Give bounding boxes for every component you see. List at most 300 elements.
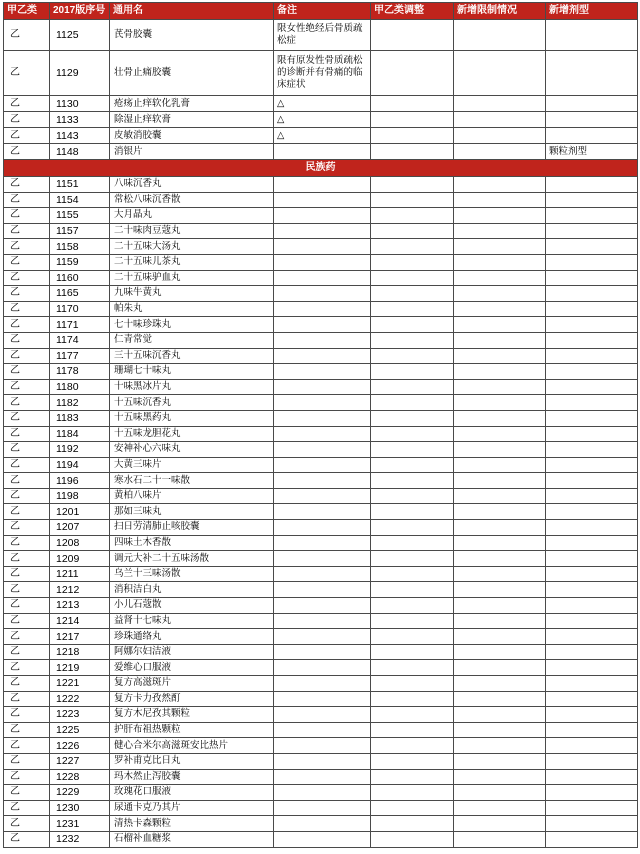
new-dosage-form-cell <box>546 379 638 395</box>
new-restriction-cell <box>454 239 546 255</box>
category-adjustment-cell <box>371 816 454 832</box>
new-restriction-cell <box>454 144 546 160</box>
new-restriction-cell <box>454 442 546 458</box>
table-row <box>4 488 638 504</box>
new-dosage-form-cell <box>546 317 638 333</box>
remarks-cell <box>274 254 371 270</box>
new-dosage-form-cell <box>546 208 638 224</box>
remarks-cell <box>274 239 371 255</box>
category-adjustment-cell <box>371 395 454 411</box>
new-dosage-form-cell <box>546 20 638 51</box>
category-cell: 乙 <box>4 254 50 270</box>
category-cell: 乙 <box>4 20 50 51</box>
generic-name-cell: 帕朱丸 <box>110 301 274 317</box>
new-restriction-cell <box>454 286 546 302</box>
generic-name-cell: 玛木然止泻胶囊 <box>110 769 274 785</box>
category-cell: 乙 <box>4 301 50 317</box>
new-dosage-form-cell <box>546 816 638 832</box>
remarks-cell <box>274 379 371 395</box>
serial-cell: 1192 <box>50 442 110 458</box>
serial-cell: 1201 <box>50 504 110 520</box>
new-dosage-form-cell <box>546 676 638 692</box>
serial-cell: 1178 <box>50 364 110 380</box>
category-adjustment-cell <box>371 691 454 707</box>
category-cell: 乙 <box>4 800 50 816</box>
serial-cell: 1184 <box>50 426 110 442</box>
category-cell: 乙 <box>4 660 50 676</box>
header-generic-name: 通用名 <box>110 3 274 20</box>
new-restriction-cell <box>454 112 546 128</box>
category-adjustment-cell <box>371 613 454 629</box>
serial-cell: 1157 <box>50 223 110 239</box>
table-row <box>4 473 638 489</box>
category-cell: 乙 <box>4 613 50 629</box>
generic-name-cell: 常松八味沉香散 <box>110 192 274 208</box>
category-cell: 乙 <box>4 676 50 692</box>
generic-name-cell: 仁青常觉 <box>110 332 274 348</box>
category-adjustment-cell <box>371 520 454 536</box>
serial-cell: 1174 <box>50 332 110 348</box>
new-dosage-form-cell <box>546 332 638 348</box>
header-new-restriction: 新增限制情况 <box>454 3 546 20</box>
new-dosage-form-cell <box>546 535 638 551</box>
serial-cell: 1171 <box>50 317 110 333</box>
table-row <box>4 332 638 348</box>
category-adjustment-cell <box>371 598 454 614</box>
new-restriction-cell <box>454 457 546 473</box>
category-cell: 乙 <box>4 566 50 582</box>
category-adjustment-cell <box>371 566 454 582</box>
new-restriction-cell <box>454 816 546 832</box>
new-restriction-cell <box>454 426 546 442</box>
category-cell: 乙 <box>4 96 50 112</box>
category-adjustment-cell <box>371 535 454 551</box>
new-restriction-cell <box>454 332 546 348</box>
new-restriction-cell <box>454 96 546 112</box>
new-restriction-cell <box>454 551 546 567</box>
generic-name-cell: 扫日劳清肺止咳胶囊 <box>110 520 274 536</box>
table-row <box>4 144 638 160</box>
table-row <box>4 535 638 551</box>
category-cell: 乙 <box>4 535 50 551</box>
category-adjustment-cell <box>371 364 454 380</box>
table-row <box>4 800 638 816</box>
new-dosage-form-cell <box>546 457 638 473</box>
category-adjustment-cell <box>371 722 454 738</box>
category-cell: 乙 <box>4 722 50 738</box>
serial-cell: 1221 <box>50 676 110 692</box>
remarks-cell <box>274 332 371 348</box>
remarks-cell: △ <box>274 128 371 144</box>
new-dosage-form-cell <box>546 660 638 676</box>
remarks-cell <box>274 395 371 411</box>
category-cell: 乙 <box>4 128 50 144</box>
remarks-cell <box>274 598 371 614</box>
ethnic-rows <box>4 177 638 848</box>
category-cell: 乙 <box>4 551 50 567</box>
table-row <box>4 442 638 458</box>
table-row <box>4 301 638 317</box>
generic-name-cell: 尿通卡克乃其片 <box>110 800 274 816</box>
new-dosage-form-cell <box>546 51 638 96</box>
category-adjustment-cell <box>371 769 454 785</box>
new-dosage-form-cell <box>546 348 638 364</box>
serial-cell: 1213 <box>50 598 110 614</box>
new-restriction-cell <box>454 644 546 660</box>
remarks-cell <box>274 442 371 458</box>
table-row <box>4 566 638 582</box>
new-restriction-cell <box>454 613 546 629</box>
category-cell: 乙 <box>4 816 50 832</box>
serial-cell: 1232 <box>50 831 110 847</box>
serial-cell: 1226 <box>50 738 110 754</box>
generic-name-cell: 八味沉香丸 <box>110 177 274 193</box>
section-divider <box>4 160 638 177</box>
serial-cell: 1143 <box>50 128 110 144</box>
serial-cell: 1154 <box>50 192 110 208</box>
category-adjustment-cell <box>371 223 454 239</box>
generic-name-cell: 小儿石蔻散 <box>110 598 274 614</box>
new-dosage-form-cell <box>546 722 638 738</box>
category-adjustment-cell <box>371 332 454 348</box>
table-row <box>4 644 638 660</box>
table-row <box>4 348 638 364</box>
new-restriction-cell <box>454 208 546 224</box>
category-adjustment-cell <box>371 738 454 754</box>
serial-cell: 1160 <box>50 270 110 286</box>
header-remarks: 备注 <box>274 3 371 20</box>
generic-name-cell: 护肝布祖热颗粒 <box>110 722 274 738</box>
table-row <box>4 660 638 676</box>
category-adjustment-cell <box>371 785 454 801</box>
category-adjustment-cell <box>371 112 454 128</box>
generic-name-cell: 消银片 <box>110 144 274 160</box>
table-row <box>4 96 638 112</box>
table-row <box>4 676 638 692</box>
new-dosage-form-cell <box>546 551 638 567</box>
serial-cell: 1227 <box>50 753 110 769</box>
generic-name-cell: 芪骨胶囊 <box>110 20 274 51</box>
serial-cell: 1218 <box>50 644 110 660</box>
table-row <box>4 769 638 785</box>
serial-cell: 1155 <box>50 208 110 224</box>
category-cell: 乙 <box>4 239 50 255</box>
generic-name-cell: 九味牛黄丸 <box>110 286 274 302</box>
new-restriction-cell <box>454 769 546 785</box>
serial-cell: 1209 <box>50 551 110 567</box>
new-dosage-form-cell <box>546 504 638 520</box>
serial-cell: 1208 <box>50 535 110 551</box>
category-adjustment-cell <box>371 660 454 676</box>
category-adjustment-cell <box>371 800 454 816</box>
category-adjustment-cell <box>371 192 454 208</box>
category-adjustment-cell <box>371 457 454 473</box>
table-row <box>4 598 638 614</box>
category-cell: 乙 <box>4 348 50 364</box>
new-restriction-cell <box>454 317 546 333</box>
category-adjustment-cell <box>371 473 454 489</box>
new-dosage-form-cell <box>546 410 638 426</box>
category-cell: 乙 <box>4 270 50 286</box>
category-cell: 乙 <box>4 769 50 785</box>
new-dosage-form-cell <box>546 566 638 582</box>
header-new-dosage-form: 新增剂型 <box>546 3 638 20</box>
remarks-cell <box>274 317 371 333</box>
new-restriction-cell <box>454 20 546 51</box>
new-dosage-form-cell <box>546 520 638 536</box>
generic-name-cell: 十五味沉香丸 <box>110 395 274 411</box>
serial-cell: 1194 <box>50 457 110 473</box>
serial-cell: 1211 <box>50 566 110 582</box>
generic-name-cell: 那如三味丸 <box>110 504 274 520</box>
serial-cell: 1151 <box>50 177 110 193</box>
table-row <box>4 691 638 707</box>
new-restriction-cell <box>454 504 546 520</box>
remarks-cell <box>274 722 371 738</box>
generic-name-cell: 调元大补二十五味汤散 <box>110 551 274 567</box>
new-restriction-cell <box>454 473 546 489</box>
new-restriction-cell <box>454 51 546 96</box>
new-restriction-cell <box>454 177 546 193</box>
category-cell: 乙 <box>4 317 50 333</box>
category-adjustment-cell <box>371 707 454 723</box>
category-adjustment-cell <box>371 208 454 224</box>
remarks-cell <box>274 629 371 645</box>
new-dosage-form-cell <box>546 488 638 504</box>
new-restriction-cell <box>454 192 546 208</box>
new-restriction-cell <box>454 582 546 598</box>
table-row <box>4 20 638 51</box>
category-adjustment-cell <box>371 379 454 395</box>
generic-name-cell: 玫瑰花口服液 <box>110 785 274 801</box>
table-row <box>4 722 638 738</box>
new-restriction-cell <box>454 395 546 411</box>
generic-name-cell: 二十五味儿茶丸 <box>110 254 274 270</box>
category-adjustment-cell <box>371 426 454 442</box>
remarks-cell <box>274 223 371 239</box>
category-cell: 乙 <box>4 598 50 614</box>
new-dosage-form-cell <box>546 395 638 411</box>
table-row <box>4 317 638 333</box>
serial-cell: 1198 <box>50 488 110 504</box>
remarks-cell <box>274 800 371 816</box>
new-dosage-form-cell <box>546 831 638 847</box>
category-adjustment-cell <box>371 442 454 458</box>
remarks-cell <box>274 613 371 629</box>
category-adjustment-cell <box>371 551 454 567</box>
category-cell: 乙 <box>4 457 50 473</box>
category-cell: 乙 <box>4 51 50 96</box>
new-restriction-cell <box>454 301 546 317</box>
remarks-cell <box>274 270 371 286</box>
category-cell: 乙 <box>4 379 50 395</box>
generic-name-cell: 三十五味沉香丸 <box>110 348 274 364</box>
generic-name-cell: 清热卡森颗粒 <box>110 816 274 832</box>
category-cell: 乙 <box>4 332 50 348</box>
generic-name-cell: 复方木尼孜其颗粒 <box>110 707 274 723</box>
remarks-cell <box>274 208 371 224</box>
category-cell: 乙 <box>4 582 50 598</box>
top-rows <box>4 20 638 160</box>
category-adjustment-cell <box>371 286 454 302</box>
generic-name-cell: 大月晶丸 <box>110 208 274 224</box>
serial-cell: 1148 <box>50 144 110 160</box>
category-cell: 乙 <box>4 629 50 645</box>
table-row <box>4 582 638 598</box>
remarks-cell <box>274 566 371 582</box>
category-cell: 乙 <box>4 177 50 193</box>
generic-name-cell: 阿娜尔妇洁液 <box>110 644 274 660</box>
new-dosage-form-cell <box>546 270 638 286</box>
generic-name-cell: 乌兰十三味汤散 <box>110 566 274 582</box>
serial-cell: 1182 <box>50 395 110 411</box>
serial-cell: 1223 <box>50 707 110 723</box>
remarks-cell <box>274 301 371 317</box>
new-dosage-form-cell <box>546 613 638 629</box>
new-restriction-cell <box>454 520 546 536</box>
new-restriction-cell <box>454 488 546 504</box>
new-restriction-cell <box>454 364 546 380</box>
serial-cell: 1230 <box>50 800 110 816</box>
category-cell: 乙 <box>4 426 50 442</box>
generic-name-cell: 黄柏八味片 <box>110 488 274 504</box>
serial-cell: 1159 <box>50 254 110 270</box>
remarks-cell <box>274 785 371 801</box>
remarks-cell <box>274 426 371 442</box>
table-row <box>4 364 638 380</box>
generic-name-cell: 珊瑚七十味丸 <box>110 364 274 380</box>
table-row <box>4 51 638 96</box>
table-row <box>4 379 638 395</box>
remarks-cell <box>274 707 371 723</box>
remarks-cell <box>274 520 371 536</box>
generic-name-cell: 安神补心六味丸 <box>110 442 274 458</box>
table-row <box>4 270 638 286</box>
table-row <box>4 286 638 302</box>
generic-name-cell: 二十五味驴血丸 <box>110 270 274 286</box>
remarks-cell <box>274 144 371 160</box>
remarks-cell: 限女性绝经后骨质疏松症 <box>274 20 371 51</box>
remarks-cell: 限有原发性骨质疏松的诊断并有骨痛的临床症状 <box>274 51 371 96</box>
category-cell: 乙 <box>4 223 50 239</box>
table-row <box>4 239 638 255</box>
remarks-cell <box>274 769 371 785</box>
serial-cell: 1170 <box>50 301 110 317</box>
serial-cell: 1231 <box>50 816 110 832</box>
generic-name-cell: 疮疡止痒软化乳膏 <box>110 96 274 112</box>
new-dosage-form-cell <box>546 598 638 614</box>
new-dosage-form-cell <box>546 753 638 769</box>
new-dosage-form-cell <box>546 707 638 723</box>
category-adjustment-cell <box>371 629 454 645</box>
category-cell: 乙 <box>4 785 50 801</box>
new-dosage-form-cell <box>546 582 638 598</box>
new-dosage-form-cell <box>546 364 638 380</box>
category-adjustment-cell <box>371 270 454 286</box>
remarks-cell <box>274 753 371 769</box>
new-restriction-cell <box>454 254 546 270</box>
category-cell: 乙 <box>4 738 50 754</box>
serial-cell: 1165 <box>50 286 110 302</box>
table-row <box>4 192 638 208</box>
category-adjustment-cell <box>371 239 454 255</box>
remarks-cell <box>274 348 371 364</box>
table-row <box>4 223 638 239</box>
remarks-cell <box>274 410 371 426</box>
generic-name-cell: 十五味黑药丸 <box>110 410 274 426</box>
serial-cell: 1180 <box>50 379 110 395</box>
new-restriction-cell <box>454 270 546 286</box>
table-row <box>4 426 638 442</box>
table-row <box>4 785 638 801</box>
new-dosage-form-cell <box>546 192 638 208</box>
serial-cell: 1217 <box>50 629 110 645</box>
table-row <box>4 831 638 847</box>
category-cell: 乙 <box>4 395 50 411</box>
category-cell: 乙 <box>4 707 50 723</box>
new-restriction-cell <box>454 660 546 676</box>
category-cell: 乙 <box>4 410 50 426</box>
new-restriction-cell <box>454 128 546 144</box>
new-restriction-cell <box>454 629 546 645</box>
new-restriction-cell <box>454 410 546 426</box>
new-restriction-cell <box>454 598 546 614</box>
generic-name-cell: 七十味珍珠丸 <box>110 317 274 333</box>
category-cell: 乙 <box>4 442 50 458</box>
remarks-cell <box>274 551 371 567</box>
new-dosage-form-cell <box>546 301 638 317</box>
category-adjustment-cell <box>371 177 454 193</box>
table-row <box>4 520 638 536</box>
generic-name-cell: 壮骨止痛胶囊 <box>110 51 274 96</box>
new-restriction-cell <box>454 223 546 239</box>
header-serial-2017: 2017版序号 <box>50 3 110 20</box>
new-dosage-form-cell <box>546 112 638 128</box>
category-adjustment-cell <box>371 753 454 769</box>
remarks-cell <box>274 457 371 473</box>
table-row <box>4 410 638 426</box>
new-restriction-cell <box>454 753 546 769</box>
new-dosage-form-cell <box>546 426 638 442</box>
generic-name-cell: 石榴补血糖浆 <box>110 831 274 847</box>
table-row <box>4 629 638 645</box>
new-dosage-form-cell <box>546 629 638 645</box>
new-restriction-cell <box>454 691 546 707</box>
category-cell: 乙 <box>4 286 50 302</box>
category-adjustment-cell <box>371 504 454 520</box>
new-dosage-form-cell <box>546 239 638 255</box>
category-adjustment-cell <box>371 488 454 504</box>
new-dosage-form-cell <box>546 738 638 754</box>
serial-cell: 1229 <box>50 785 110 801</box>
drug-table <box>3 2 638 848</box>
remarks-cell <box>274 644 371 660</box>
new-dosage-form-cell <box>546 644 638 660</box>
remarks-cell <box>274 286 371 302</box>
remarks-cell <box>274 473 371 489</box>
new-restriction-cell <box>454 535 546 551</box>
new-restriction-cell <box>454 566 546 582</box>
category-cell: 乙 <box>4 208 50 224</box>
remarks-cell: △ <box>274 112 371 128</box>
remarks-cell <box>274 691 371 707</box>
new-dosage-form-cell <box>546 254 638 270</box>
new-dosage-form-cell <box>546 785 638 801</box>
category-cell: 乙 <box>4 473 50 489</box>
category-adjustment-cell <box>371 348 454 364</box>
category-adjustment-cell <box>371 582 454 598</box>
generic-name-cell: 消积洁白丸 <box>110 582 274 598</box>
